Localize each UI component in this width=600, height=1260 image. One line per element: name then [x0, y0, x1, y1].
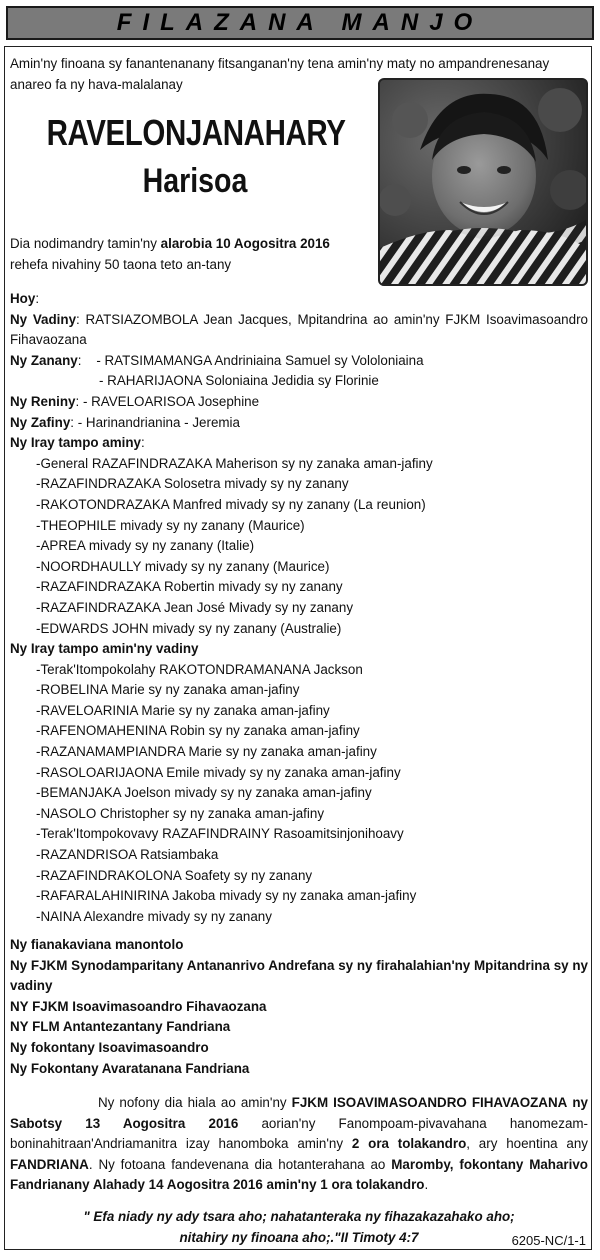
bible-verse	[10, 1207, 588, 1248]
inlaw-entry: -NAINA Alexandre mivady sy ny zanany	[36, 908, 272, 924]
sibling-entry: -RAZAFINDRAZAKA Robertin mivady sy ny zanany	[36, 579, 343, 595]
sibling-entry: -RAKOTONDRAZAKA Manfred mivady sy ny zanany (La reunion)	[36, 496, 426, 512]
inlaw-entry: -RAVELOARINIA Marie sy ny zanaka aman-jafiny	[36, 702, 330, 718]
organization-entry: Ny FJKM Synodamparitany Antananrivo Andrefana sy ny firahalahian'ny Mpitandrina sy ny vadiny	[10, 957, 588, 994]
funeral-details	[10, 1093, 588, 1196]
vadiny-label: Ny Vadiny	[10, 311, 77, 327]
reniny-label: Ny Reniny	[10, 393, 76, 409]
inlaw-entry: -BEMANJAKA Joelson mivady sy ny zanaka aman-jafiny	[36, 785, 372, 801]
closing-text: aorian'ny Fanompoam-pivavahana hanomezam-boninahitraan'Andriamanitra izay hanomboka amin'ny	[10, 1115, 589, 1152]
reference-code: 6205-NC/1-1	[511, 1233, 586, 1248]
hoy-label: Hoy	[10, 291, 36, 306]
ceremony-date: ny Sabotsy 13 Aogositra 2016	[10, 1095, 588, 1131]
church-name: FJKM ISOAVIMASOANDRO FIHAVAOZANA	[291, 1095, 568, 1110]
zafiny-label: Ny Zafiny	[10, 414, 71, 430]
death-prefix: Dia nodimandry tamin'ny	[10, 236, 161, 251]
inlaw-entry: -RAZANAMAMPIANDRA Marie sy ny zanaka aman-jafiny	[36, 744, 377, 760]
inlaw-entry: -RAZANDRISOA Ratsiambaka	[36, 847, 219, 863]
deceased-portrait	[378, 78, 588, 286]
organization-entry: Ny Fokontany Avaratanana Fandriana	[10, 1060, 250, 1076]
header-title: FILAZANA MANJO	[116, 9, 484, 36]
sibling-entry: -APREA mivady sy ny zanany (Italie)	[36, 538, 255, 554]
inlaw-entry: -RAFARALAHINIRINA Jakoba mivady sy ny zanaka aman-jafiny	[36, 888, 417, 904]
deceased-firstname: Harisoa	[142, 162, 248, 200]
family-list: Hoy: Ny Vadiny: RATSIAZOMBOLA Jean Jacques, Mpitandrina ao amin'ny FJKM Isoavimasoandro Fihavaozana Ny Zanany: - RATSIMAMANGA Andriniaina Samuel sy Vololoniaina - RAHARIJAONA Soloniaina Jedidia sy Florinie Ny Reniny: - RAVELOARISOA Josephine Ny Zafiny: - Harinandrianina - Jeremia Ny Iray tampo aminy: -General RAZAFINDRAZAKA Maherison sy ny zanaka aman-jafiny -RAZAFINDRAZAKA Solosetra mivady sy ny zanany -RAKOTONDRAZAKA Manfred mivady sy ny zanany (La reunion) -THEOPHILE mivady sy ny zanany (Maurice) -APREA mivady sy ny zanany (Italie) -NOORDHAULLY mivady sy ny zanany (Maurice) -RAZAFINDRAZAKA Robertin mivady sy ny zanany -RAZAFINDRAZAKA Jean José Mivady sy ny zanany -EDWARDS JOHN mivady sy ny zanany (Australie) Ny Iray tampo amin'ny vadiny -Terak'Itompokolahy RAKOTONDRAMANANA Jackson -ROBELINA Marie sy ny zanaka aman-jafiny -RAVELOARINIA Marie sy ny zanaka aman-jafiny -RAFENOMAHENINA Robin sy ny zanaka aman-jafiny -RAZANAMAMPIANDRA Marie sy ny zanaka aman-jafiny -RASOLOARIJAONA Emile mivady sy ny zanaka aman-jafiny -BEMANJAKA Joelson mivady sy ny zanaka aman-jafiny -NASOLO Christopher sy ny zanaka aman-jafiny -Terak'Itompokovavy RAZAFINDRAINY Rasoamitsinjonihoavy -RAZANDRISOA Ratsiambaka -RAZAFINDRAKOLONA Soafety sy ny zanany -RAFARALAHINIRINA Jakoba mivady sy ny zanaka aman-jafiny -NAINA Alexandre mivady sy ny zanany	[10, 289, 588, 927]
organization-entry: NY FJKM Isoavimasoandro Fihavaozana	[10, 998, 267, 1014]
inlaw-entry: -RAFENOMAHENINA Robin sy ny zanaka aman-jafiny	[36, 723, 360, 739]
intro-sentence: Amin'ny finoana sy fanantenanany fitsanganan'ny tena amin'ny maty no ampandrenesanay anareo fa ny hava-malalanay	[10, 56, 550, 92]
organization-entry: NY FLM Antantezantany Fandriana	[10, 1019, 231, 1035]
death-age-line: rehefa nivahiny 50 taona teto an-tany	[10, 256, 232, 272]
inlaw-entry: -RASOLOARIJAONA Emile mivady sy ny zanaka aman-jafiny	[36, 764, 401, 780]
organization-entry: Ny fokontany Isoavimasoandro	[10, 1039, 209, 1055]
sibling-entry: -General RAZAFINDRAZAKA Maherison sy ny zanaka aman-jafiny	[36, 455, 433, 471]
closing-text: .	[424, 1177, 429, 1193]
zafiny-value: - Harinandrianina - Jeremia	[77, 414, 240, 430]
zanany-item: - RAHARIJAONA Soloniaina Jedidia sy Florinie	[99, 373, 379, 389]
inlaw-entry: -RAZAFINDRAKOLONA Soafety sy ny zanany	[36, 867, 313, 883]
organizations-list	[10, 935, 588, 1079]
verse-line-1: " Efa niady ny ady tsara aho; nahatanteraka ny fihazakazahako aho;	[83, 1209, 515, 1224]
iray-tampo-label: Ny Iray tampo aminy	[10, 435, 141, 451]
inlaw-entry: -ROBELINA Marie sy ny zanaka aman-jafiny	[36, 682, 300, 698]
sibling-entry: -THEOPHILE mivady sy ny zanany (Maurice)	[36, 517, 305, 533]
sibling-entry: -RAZAFINDRAZAKA Jean José Mivady sy ny zanany	[36, 599, 354, 615]
burial-details: Maromby, fokontany Maharivo Fandrianany Alahady 14 Aogositra 2016 amin'ny 1 ora tolakandro	[10, 1156, 588, 1193]
portrait-image	[380, 80, 586, 284]
deceased-surname: RAVELONJANAHARY	[46, 112, 346, 153]
destination-name: FANDRIANA	[10, 1156, 89, 1172]
verse-line-2: nitahiry ny finoana aho;."II Timoty 4:7	[179, 1229, 419, 1245]
sibling-entry: -RAZAFINDRAZAKA Solosetra mivady sy ny zanany	[36, 476, 349, 492]
closing-text: , ary hoentina any	[466, 1136, 588, 1152]
closing-text: . Ny fotoana fandevenana dia hotanterahana ao	[88, 1156, 392, 1172]
vadiny-value: RATSIAZOMBOLA Jean Jacques, Mpitandrina ao amin'ny FJKM Isoavimasoandro Fihavaozana	[10, 311, 588, 348]
zanany-label: Ny Zanany	[10, 352, 78, 368]
sibling-entry: -NOORDHAULLY mivady sy ny zanany (Maurice)	[36, 558, 330, 574]
closing-text: Ny nofony dia hiala ao amin'ny	[98, 1095, 292, 1110]
iray-tampo-vadiny-label: Ny Iray tampo amin'ny vadiny	[10, 641, 199, 657]
inlaw-entry: -NASOLO Christopher sy ny zanaka aman-jafiny	[36, 805, 325, 821]
ceremony-time: 2 ora tolakandro	[351, 1136, 467, 1152]
inlaw-entry: -Terak'Itompokovavy RAZAFINDRAINY Rasoamitsinjonihoavy	[36, 826, 404, 842]
inlaw-entry: -Terak'Itompokolahy RAKOTONDRAMANANA Jackson	[36, 661, 363, 677]
sibling-entry: -EDWARDS JOHN mivady sy ny zanany (Australie)	[36, 620, 342, 636]
header-banner	[6, 6, 594, 40]
reniny-value: - RAVELOARISOA Josephine	[82, 393, 260, 409]
organization-entry: Ny fianakaviana manontolo	[10, 937, 184, 952]
zanany-item: - RATSIMAMANGA Andriniaina Samuel sy Vololoniaina	[96, 352, 424, 368]
death-notice	[10, 234, 376, 275]
death-date: alarobia 10 Aogositra 2016	[160, 236, 330, 251]
